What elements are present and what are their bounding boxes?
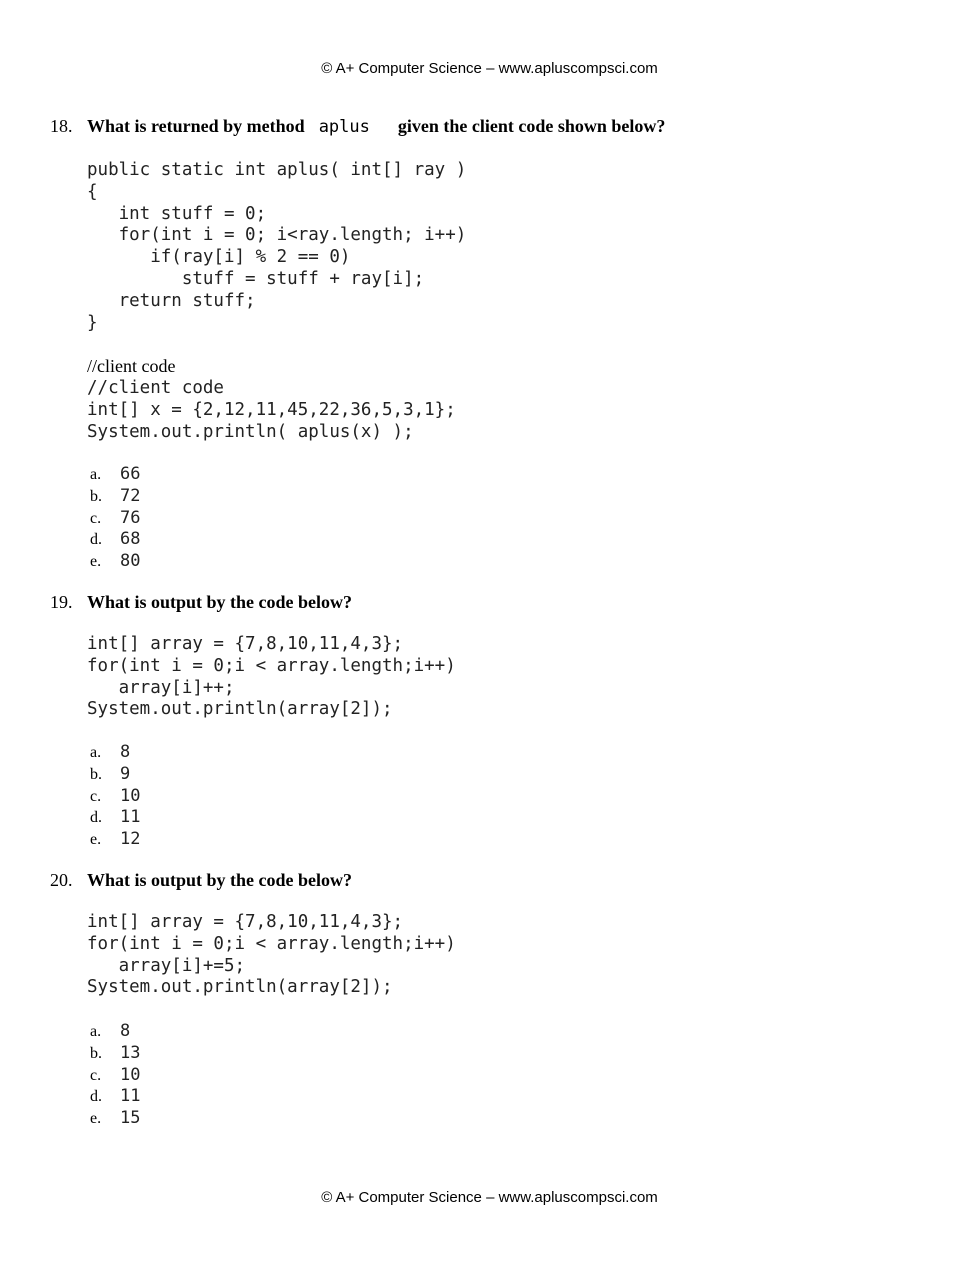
answer-choice[interactable]: [90, 1108, 140, 1130]
question-heading: [50, 116, 665, 137]
choice-value: 15: [120, 1108, 141, 1129]
choice-value: 11: [120, 1086, 141, 1107]
answer-choice[interactable]: [90, 486, 140, 508]
choice-letter: d.: [90, 809, 102, 827]
choice-value: 8: [120, 742, 131, 762]
answer-choices: [90, 742, 140, 851]
answer-choice[interactable]: [90, 786, 140, 808]
answer-choice[interactable]: [90, 529, 140, 551]
choice-letter: a.: [90, 744, 102, 761]
answer-choice[interactable]: [90, 551, 140, 573]
answer-choice[interactable]: [90, 807, 140, 829]
question-text: [87, 116, 665, 136]
choice-letter: c.: [90, 787, 102, 805]
question-heading: [50, 870, 352, 891]
choice-letter: b.: [90, 487, 102, 505]
choice-letter: d.: [90, 1088, 102, 1106]
question-number: 18.: [50, 116, 73, 136]
question-heading: [50, 592, 352, 613]
choice-letter: e.: [90, 553, 102, 571]
answer-choice[interactable]: [90, 1043, 140, 1065]
question-text-after: given the client code shown below?: [397, 116, 666, 136]
choice-letter: e.: [90, 1110, 102, 1128]
choice-value: 12: [120, 829, 141, 850]
page-footer: © A+ Computer Science – www.apluscompsci.com: [321, 1189, 658, 1206]
choice-letter: e.: [90, 831, 102, 849]
answer-choice[interactable]: [90, 1021, 140, 1043]
choice-letter: b.: [90, 765, 102, 783]
choice-value: 68: [120, 529, 141, 550]
question-text: What is output by the code below?: [87, 870, 353, 890]
choice-value: 8: [120, 1021, 131, 1041]
choice-value: 13: [120, 1042, 141, 1063]
choice-letter: a.: [90, 1023, 102, 1040]
client-code-label: //client code: [87, 356, 176, 376]
choice-value: 80: [120, 551, 141, 572]
choice-letter: b.: [90, 1044, 102, 1062]
choice-value: 10: [120, 785, 141, 806]
choice-value: 9: [120, 763, 131, 784]
client-code-block: //client code int[] x = {2,12,11,45,22,36,5,3,1}; System.out.println( aplus(x) );: [87, 378, 456, 442]
choice-value: 72: [120, 485, 141, 506]
choice-letter: a.: [90, 466, 102, 483]
choice-value: 11: [120, 807, 141, 828]
answer-choice[interactable]: [90, 742, 140, 764]
answer-choice[interactable]: [90, 508, 140, 530]
choice-value: 76: [120, 507, 141, 528]
code-block: public static int aplus( int[] ray ) { int stuff = 0; for(int i = 0; i<ray.length; i++) if(ray[i] % 2 == 0) stuff = stuff + ray[i]; return stuff; }: [87, 160, 467, 333]
answer-choices: [90, 1021, 140, 1130]
choice-letter: c.: [90, 509, 102, 527]
answer-choice[interactable]: [90, 764, 140, 786]
answer-choices: [90, 464, 140, 573]
answer-choice[interactable]: [90, 464, 140, 486]
answer-choice[interactable]: [90, 1086, 140, 1108]
choice-letter: c.: [90, 1066, 102, 1084]
method-name: aplus: [318, 117, 370, 137]
code-block: int[] array = {7,8,10,11,4,3}; for(int i = 0;i < array.length;i++) array[i]+=5; System.out.println(array[2]);: [87, 912, 456, 998]
choice-letter: d.: [90, 531, 102, 549]
page-header: © A+ Computer Science – www.apluscompsci.com: [321, 60, 658, 77]
question-text: What is output by the code below?: [87, 592, 353, 612]
choice-value: 10: [120, 1064, 141, 1085]
code-block: int[] array = {7,8,10,11,4,3}; for(int i = 0;i < array.length;i++) array[i]++; System.out.println(array[2]);: [87, 634, 456, 720]
question-text-before: What is returned by method: [87, 116, 305, 136]
question-number: 19.: [50, 592, 73, 612]
question-number: 20.: [50, 870, 73, 890]
answer-choice[interactable]: [90, 829, 140, 851]
answer-choice[interactable]: [90, 1065, 140, 1087]
choice-value: 66: [120, 464, 141, 484]
